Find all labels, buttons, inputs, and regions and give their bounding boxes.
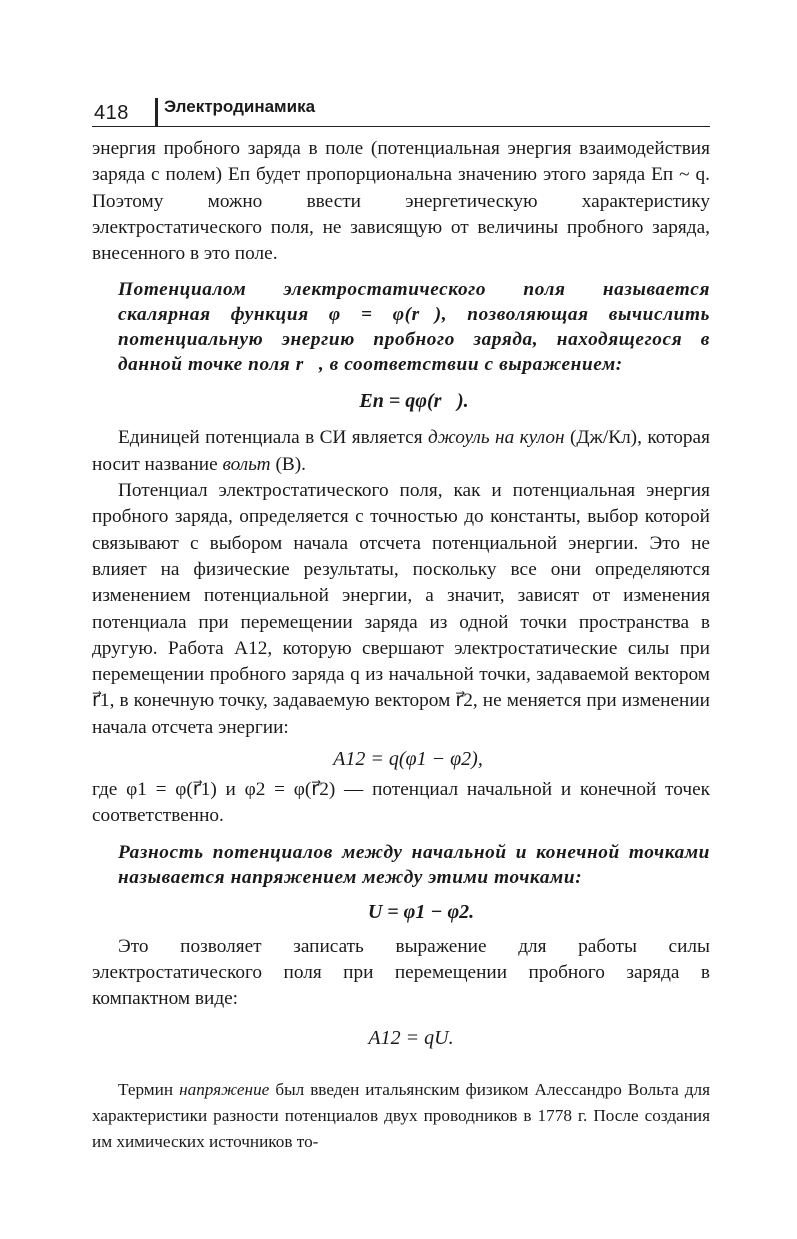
paragraph-5: Это позволяет записать выражение для работы силы электростатического поля при перемещении пробного заряда в компактном виде: [92,935,710,1010]
paragraph-2-text-a: Единицей потенциала в СИ является [118,427,428,449]
definition-potential: Потенциалом электростатического поля называется скалярная функция φ = φ(r⃗), позволяющая вычислить потенциальную энергию пробного заряда, находящегося в данной точке поля r⃗, в соответствии с выражением: [118,279,710,376]
paragraph-2-text-b: (Дж/Кл), которая носит название [92,427,710,475]
note-text-b: был введен итальянским физиком Алессандро Вольта для характеристики разности потенциалов двух проводников в 1778 г. После создания им химических источников то- [92,1079,710,1151]
page-number: 418 [94,102,129,124]
definition-voltage: Разность потенциалов между начальной и конечной точками называется напряжением между этими точками: [118,841,710,888]
paragraph-3: Потенциал электростатического поля, как и потенциальная энергия пробного заряда, определяется с точностью до константы, выбор которой связывают с выбором начала отсчета потенциальной энергии. Это не влияет на физические результаты, поскольку все они определяются изменением потенциальной энергии, а значит, зависят от изменения потенциала при перемещении заряда из одной точки пространства в другую. Работа A12, которую свершают электростатические силы при перемещении пробного заряда q из начальной точки, задаваемой вектором r⃗1, в конечную точку, задаваемую вектором r⃗2, не меняется при изменении начала отсчета энергии: [92,480,710,738]
note-text-a: Термин [118,1079,180,1099]
note-term: напряжение [179,1079,270,1099]
historical-note [92,1077,710,1155]
paragraph-2-text-c: (В). [270,453,306,475]
paragraph-4: где φ1 = φ(r⃗1) и φ2 = φ(r⃗2) — потенциал начальной и конечной точек соответственно. [92,779,710,827]
paragraph-2-term: джоуль на кулон [427,427,565,449]
paragraph-2-term-2: вольт [222,453,271,475]
section-title: Электродинамика [164,97,316,116]
formula-energy: Eп = qφ(r⃗). [359,390,469,413]
formula-work: A12 = q(φ1 − φ2), [333,748,483,771]
formula-work-compact: A12 = qU. [368,1026,454,1049]
page-content [92,136,710,1155]
page-header [92,96,710,127]
paragraph-1: энергия пробного заряда в поле (потенциальная энергия взаимодействия заряда с полем) Eп будет пропорциональна значению этого заряда Eп ~ q. Поэтому можно ввести энергетическую характеристику электростатического поля, не зависящую от величины пробного заряда, внесенного в это поле. [92,138,710,265]
paragraph-2 [92,425,710,478]
formula-voltage: U = φ1 − φ2. [367,900,475,923]
header-divider [155,98,158,126]
